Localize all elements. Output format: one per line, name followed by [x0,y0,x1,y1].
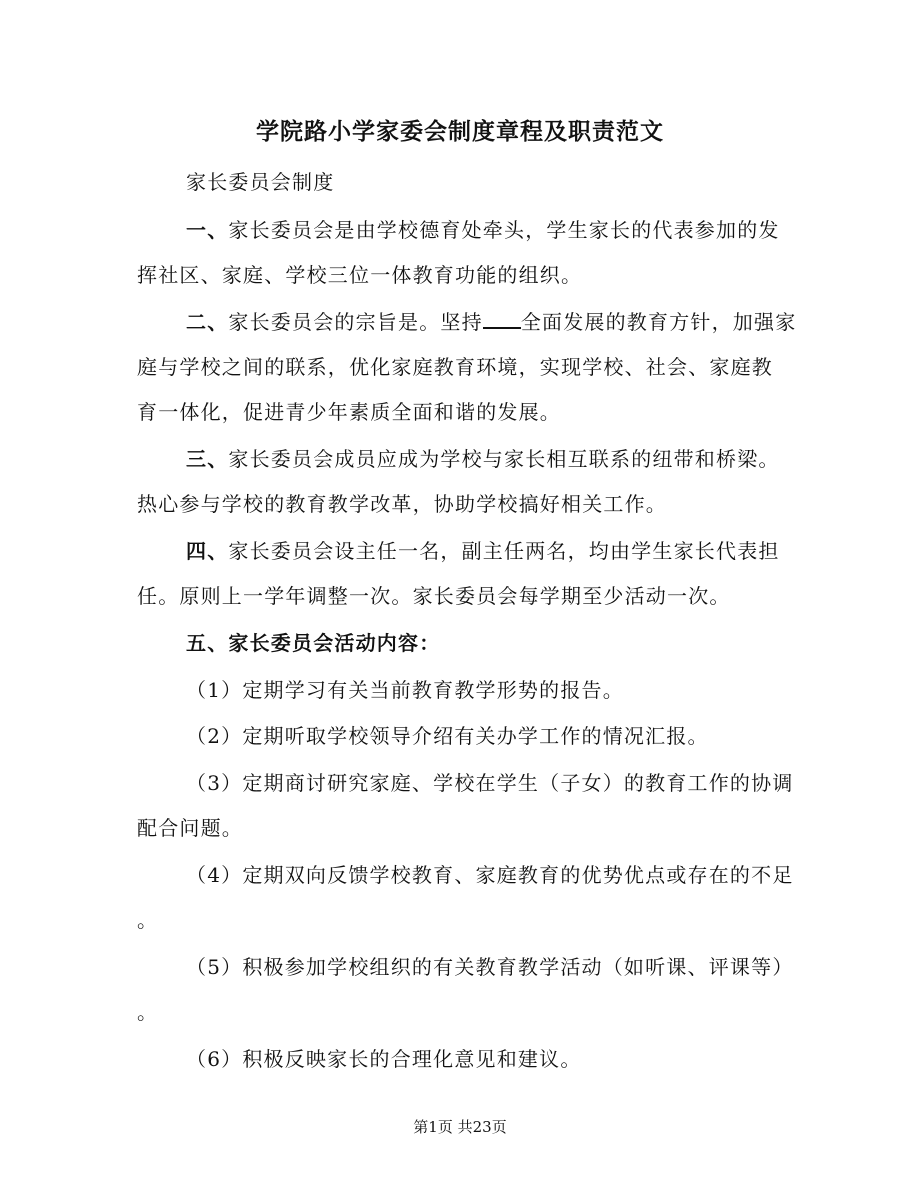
paragraph-2-line-3: 育一体化，促进青少年素质全面和谐的发展。 [137,400,561,424]
list-item-2: （2）定期听取学校领导介绍有关办学工作的情况汇报。 [186,724,709,748]
paragraph-1-line-2: 挥社区、家庭、学校三位一体教育功能的组织。 [137,263,583,287]
list-item-1: （1）定期学习有关当前教育教学形势的报告。 [186,678,624,702]
list-item-3-line-2: 配合问题。 [137,816,243,840]
document-title: 学院路小学家委会制度章程及职责范文 [256,118,664,145]
paragraph-3-label: 三、 [186,447,229,471]
blank-underline [483,309,521,329]
paragraph-1-line-1 [186,214,780,243]
paragraph-3-line-1 [186,443,780,472]
list-item-4-line-2: 。 [137,908,159,932]
list-item-5-line-2: 。 [137,1000,159,1024]
page-footer: 第1页 共23页 [413,1118,507,1136]
paragraph-4-line-1 [186,535,780,564]
paragraph-4-label: 四、 [186,539,229,563]
list-item-5-line-1: （5）积极参加学校组织的有关教育教学活动（如听课、评课等） [186,955,794,979]
paragraph-3-text: 家长委员会成员应成为学校与家长相互联系的纽带和桥梁。 [228,447,780,471]
paragraph-1-text: 家长委员会是由学校德育处牵头，学生家长的代表参加的发 [228,218,780,242]
list-item-6: （6）积极反映家长的合理化意见和建议。 [186,1047,582,1071]
list-item-3-line-1: （3）定期商讨研究家庭、学校在学生（子女）的教育工作的协调 [186,771,794,795]
list-item-4-line-1: （4）定期双向反馈学校教育、家庭教育的优势优点或存在的不足 [186,863,794,887]
section-heading: 家长委员会制度 [186,170,335,194]
paragraph-4-text: 家长委员会设主任一名，副主任两名，均由学生家长代表担 [228,539,780,563]
paragraph-4-line-2: 任。原则上一学年调整一次。家长委员会每学期至少活动一次。 [137,584,731,608]
paragraph-2-line-2: 庭与学校之间的联系，优化家庭教育环境，实现学校、社会、家庭教 [137,355,773,379]
paragraph-2-label: 二、 [186,310,229,334]
paragraph-2-text-a: 家长委员会的宗旨是。坚持 [228,310,483,334]
paragraph-3-line-2: 热心参与学校的教育教学改革，协助学校搞好相关工作。 [137,492,667,516]
paragraph-1-label: 一、 [186,218,229,242]
paragraph-2-text-b: 全面发展的教育方针，加强家 [520,310,797,334]
paragraph-5-heading: 五、家长委员会活动内容： [186,631,441,655]
paragraph-2-line-1 [186,306,796,335]
